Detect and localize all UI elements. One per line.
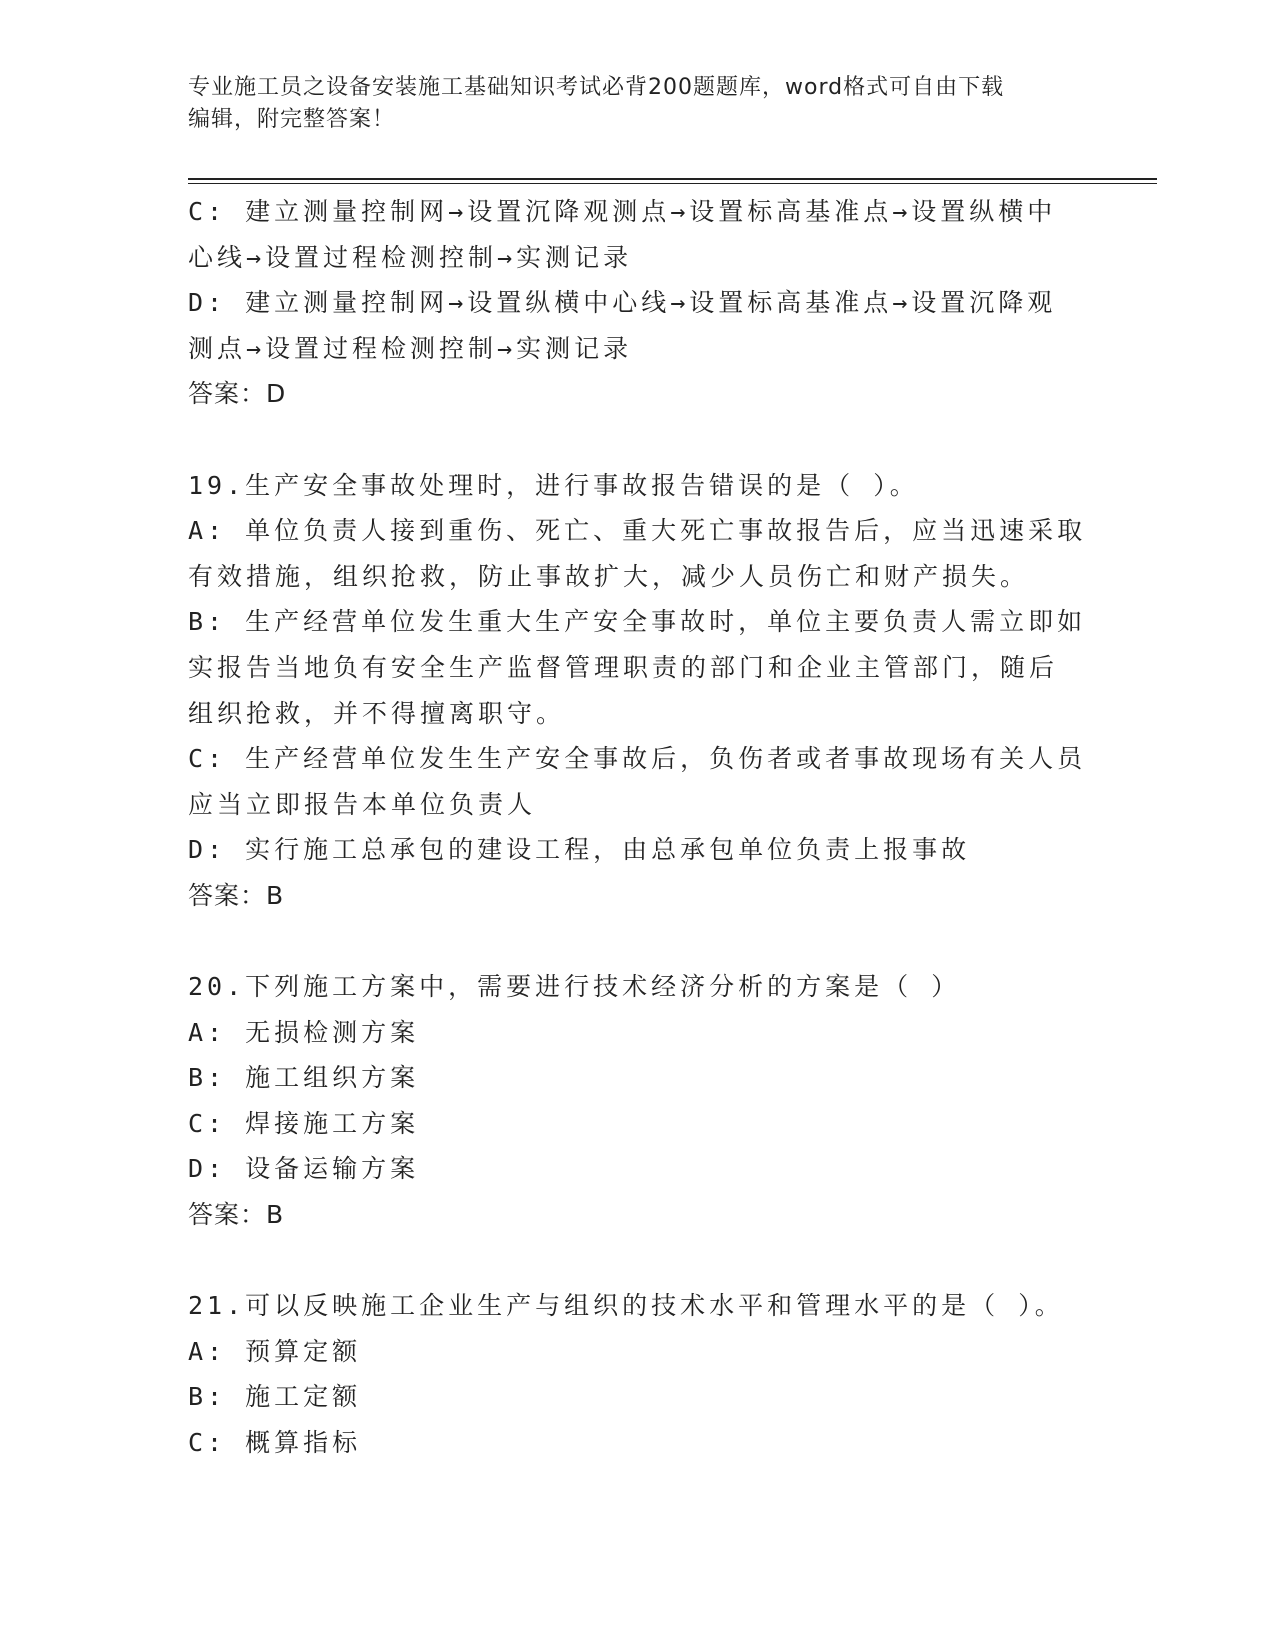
option-c: C: 概算指标 [188, 1428, 362, 1458]
header-title-line2: 编辑，附完整答案！ [188, 107, 396, 132]
answer: 答案：B [188, 1200, 285, 1230]
spacer [188, 417, 1088, 463]
question-stem: 20.下列施工方案中，需要进行技术经济分析的方案是（ ） [188, 972, 961, 1002]
option-c: C: 焊接施工方案 [188, 1108, 420, 1138]
question-19 [188, 463, 1088, 919]
question-18-tail [188, 189, 1088, 417]
option-b: B: 施工定额 [188, 1382, 362, 1412]
question-stem: 19.生产安全事故处理时，进行事故报告错误的是（ ）。 [188, 470, 919, 500]
option-d: D: 实行施工总承包的建设工程，由总承包单位负责上报事故 [188, 835, 971, 865]
option-b: B: 施工组织方案 [188, 1063, 420, 1093]
option-c-line1: C: 生产经营单位发生生产安全事故后，负伤者或者事故现场有关人员 [188, 744, 1087, 774]
option-d-line1: D: 建立测量控制网→设置纵横中心线→设置标高基准点→设置沉降观 [188, 288, 1057, 318]
header-title-line1: 专业施工员之设备安装施工基础知识考试必背200题题库，word格式可自由下载 [188, 75, 1005, 100]
option-d-line2: 测点→设置过程检测控制→实测记录 [188, 333, 633, 363]
option-c-line2: 应当立即报告本单位负责人 [188, 789, 537, 819]
option-b-line3: 组织抢救，并不得擅离职守。 [188, 698, 566, 728]
spacer [188, 919, 1088, 965]
option-c-line2: 心线→设置过程检测控制→实测记录 [188, 242, 633, 272]
header-divider-thin [188, 183, 1157, 184]
header-divider-thick [188, 178, 1157, 180]
option-c-line1: C: 建立测量控制网→设置沉降观测点→设置标高基准点→设置纵横中 [188, 197, 1057, 226]
option-b-line1: B: 生产经营单位发生重大生产安全事故时，单位主要负责人需立即如 [188, 607, 1087, 637]
spacer [188, 1238, 1088, 1284]
option-d: D: 设备运输方案 [188, 1154, 420, 1184]
option-b-line2: 实报告当地负有安全生产监督管理职责的部门和企业主管部门，随后 [188, 652, 1059, 682]
question-list [188, 189, 1088, 1466]
option-a: A: 预算定额 [188, 1336, 362, 1366]
question-21 [188, 1283, 1088, 1465]
answer: 答案：B [188, 880, 285, 910]
question-stem: 21.可以反映施工企业生产与组织的技术水平和管理水平的是（ ）。 [188, 1291, 1064, 1321]
answer: 答案：D [188, 379, 287, 409]
question-20 [188, 964, 1088, 1238]
option-a-line2: 有效措施，组织抢救，防止事故扩大，减少人员伤亡和财产损失。 [188, 561, 1030, 591]
option-a: A: 无损检测方案 [188, 1017, 420, 1047]
option-a-line1: A: 单位负责人接到重伤、死亡、重大死亡事故报告后，应当迅速采取 [188, 516, 1087, 546]
document-header [188, 72, 1068, 136]
